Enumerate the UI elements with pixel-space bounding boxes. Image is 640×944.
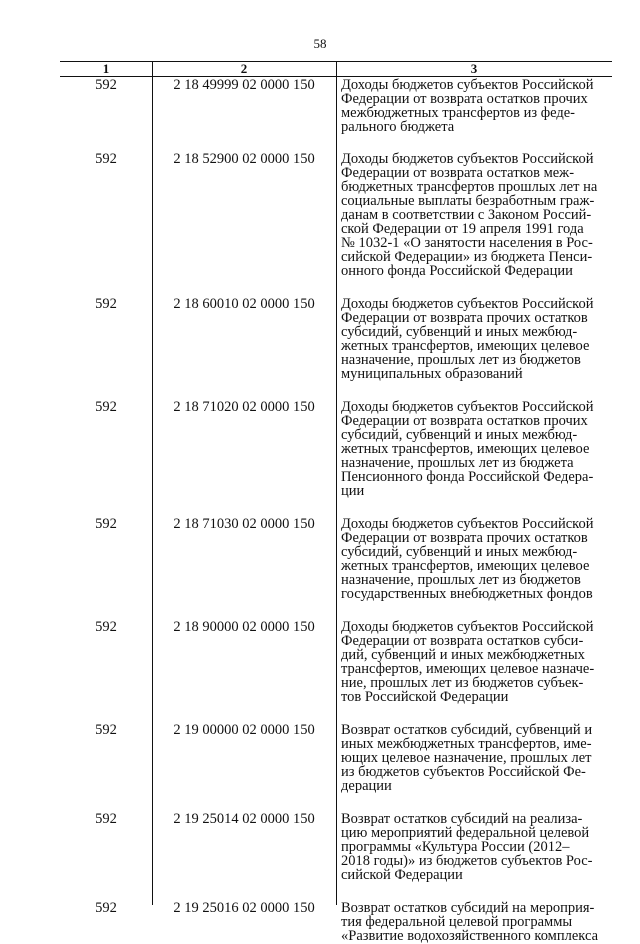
table-row [60, 901, 612, 943]
row-description: Возврат остатков субсидий на мероприя- тия федеральной целевой программы «Развитие водохозяйственного комплекса [341, 900, 599, 944]
table-body [60, 78, 612, 943]
row-description: Доходы бюджетов субъектов Российской Федерации от возврата остатков субси- дий, субвенций и иных межбюджетных трансфертов, имеющих целевое назначе- ние, прошлых лет из бюджетов субъек- тов Российской Федерации [341, 619, 595, 705]
admin-code: 592 [95, 900, 117, 916]
kbk-code: 2 18 71020 02 0000 150 [173, 399, 315, 415]
row-description: Возврат остатков субсидий на реализа- цию мероприятий федеральной целевой программы «Культура России (2012– 2018 годы)» из бюджетов субъектов Рос- сийской Федерации [341, 811, 593, 883]
table-row [60, 152, 612, 278]
admin-code: 592 [95, 619, 117, 635]
table-row [60, 723, 612, 793]
row-description: Доходы бюджетов субъектов Российской Федерации от возврата прочих остатков субсидий, субвенций и иных межбюд- жетных трансфертов, имеющих целевое назначение, прошлых лет из бюджетов муниципальных образований [341, 296, 594, 382]
row-description: Доходы бюджетов субъектов Российской Федерации от возврата остатков меж- бюджетных трансфертов прошлых лет на социальные выплаты безработным граж- данам в соответствии с Законом Россий- ской Федерации от 19 апреля 1991 года № 1032-1 «О занятости населения в Рос- сийской Федерации» из бюджета Пенси- онного фонда Российской Федерации [341, 151, 598, 279]
header-col-2: 2 [240, 61, 248, 76]
row-description: Возврат остатков субсидий, субвенций и иных межбюджетных трансфертов, име- ющих целевое назначение, прошлых лет из бюджетов субъектов Российской Фе- дерации [341, 722, 593, 794]
admin-code: 592 [95, 77, 117, 93]
kbk-code: 2 18 71030 02 0000 150 [173, 516, 315, 532]
kbk-code: 2 18 49999 02 0000 150 [173, 77, 315, 93]
table-row [60, 620, 612, 704]
header-col-3: 3 [470, 61, 478, 76]
kbk-code: 2 18 60010 02 0000 150 [173, 296, 315, 312]
table-row [60, 517, 612, 601]
table-row [60, 400, 612, 498]
admin-code: 592 [95, 722, 117, 738]
table-row [60, 297, 612, 381]
admin-code: 592 [95, 151, 117, 167]
row-description: Доходы бюджетов субъектов Российской Федерации от возврата остатков прочих субсидий, субвенций и иных межбюд- жетных трансфертов, имеющих целевое назначение, прошлых лет из бюджета Пенсионного фонда Российской Федера- ции [341, 399, 594, 499]
row-description: Доходы бюджетов субъектов Российской Федерации от возврата прочих остатков субсидий, субвенций и иных межбюд- жетных трансфертов, имеющих целевое назначение, прошлых лет из бюджетов государственных внебюджетных фондов [341, 516, 594, 602]
kbk-code: 2 18 52900 02 0000 150 [173, 151, 315, 167]
admin-code: 592 [95, 296, 117, 312]
header-col-1: 1 [102, 61, 110, 76]
admin-code: 592 [95, 516, 117, 532]
kbk-code: 2 18 90000 02 0000 150 [173, 619, 315, 635]
table-row [60, 812, 612, 882]
table-row [60, 78, 612, 134]
page-number: 58 [313, 36, 327, 51]
kbk-code: 2 19 25016 02 0000 150 [173, 900, 315, 916]
kbk-code: 2 19 25014 02 0000 150 [173, 811, 315, 827]
row-description: Доходы бюджетов субъектов Российской Федерации от возврата остатков прочих межбюджетных трансфертов из феде- рального бюджета [341, 77, 594, 135]
kbk-code: 2 19 00000 02 0000 150 [173, 722, 315, 738]
admin-code: 592 [95, 399, 117, 415]
admin-code: 592 [95, 811, 117, 827]
